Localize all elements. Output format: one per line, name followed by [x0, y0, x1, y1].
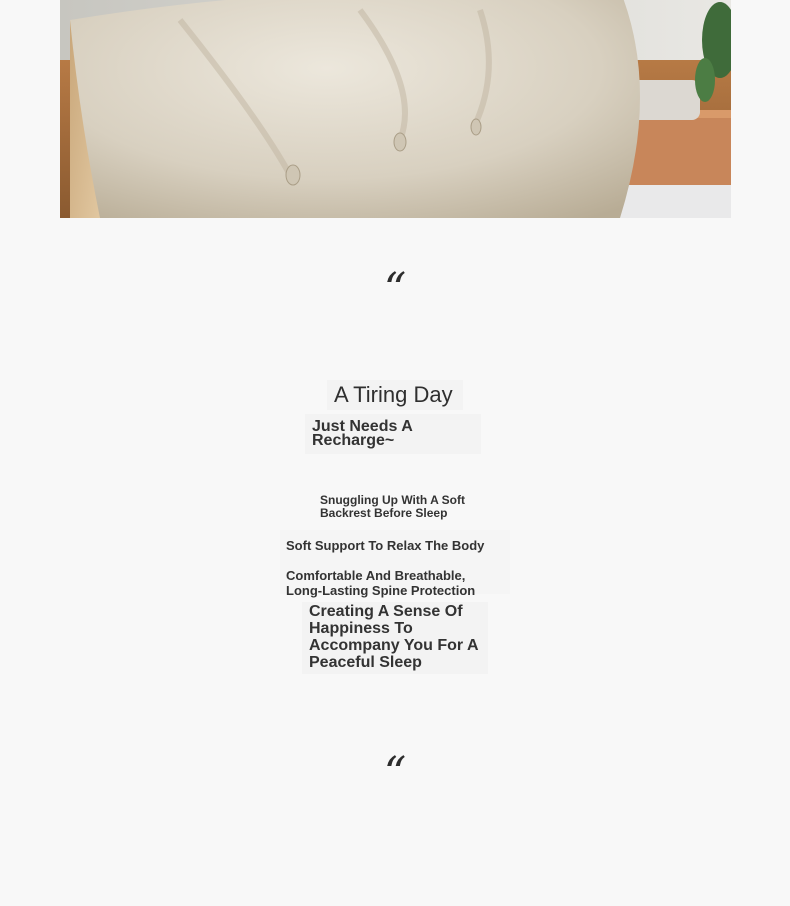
feature-snuggle: Snuggling Up With A Soft Backrest Before Sleep [320, 493, 465, 520]
feature-support: Soft Support To Relax The Body [286, 538, 485, 553]
heading-line1: A Tiring Day [334, 382, 453, 407]
hero-image [60, 0, 731, 218]
quote-open-bottom-icon: “ [383, 748, 407, 799]
pillow-illustration [60, 0, 731, 218]
feature-happiness: Creating A Sense Of Happiness To Accompany You For A Peaceful Sleep [309, 603, 478, 671]
quote-open-icon: “ [383, 264, 407, 315]
feature-comfort: Comfortable And Breathable, Long-Lasting Spine Protection [286, 568, 476, 598]
heading-line2: Just Needs A Recharge~ [312, 418, 413, 449]
